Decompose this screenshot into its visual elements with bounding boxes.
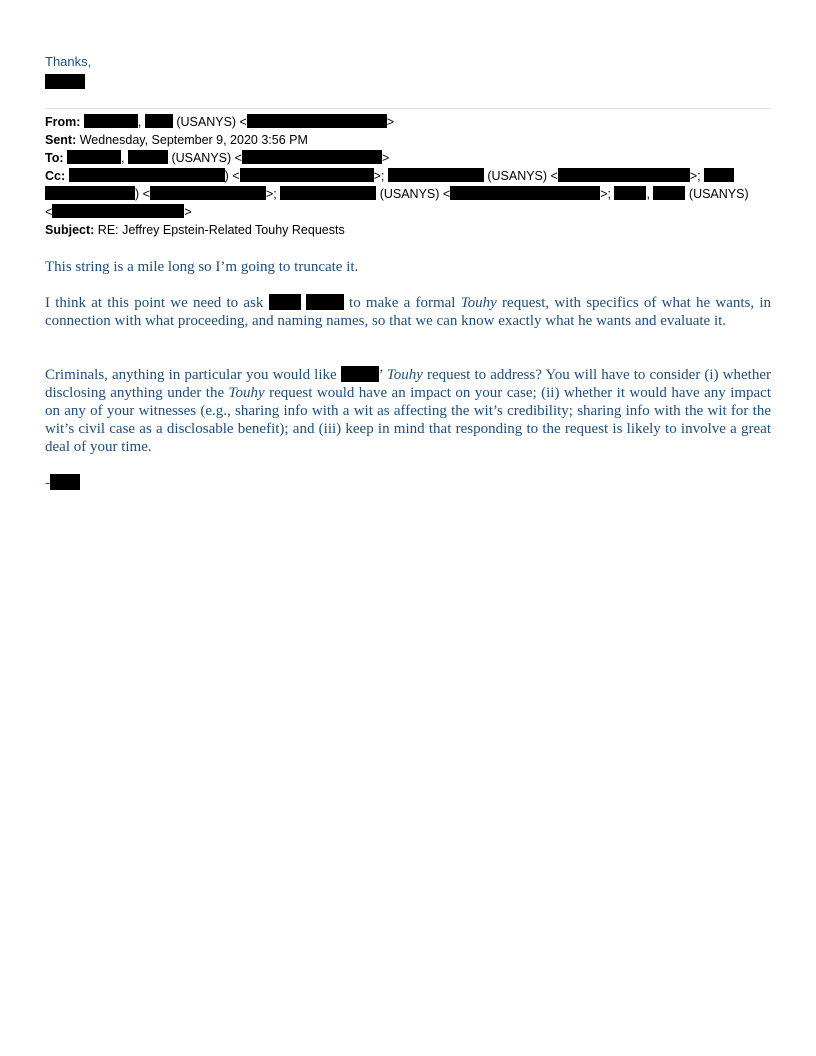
cc-label: Cc:: [45, 169, 66, 183]
cc-usanys: (USANYS) <: [487, 169, 558, 183]
from-suffix: (USANYS) <: [176, 115, 247, 129]
cc-separator: ) <: [224, 169, 240, 183]
touhy-italic: Touhy: [460, 295, 497, 311]
header-divider: [45, 108, 771, 109]
redacted-name: [341, 366, 379, 382]
paragraph-text: request, with specifics of what he wants, in connection with what proceeding, and naming names, so that we can know exactly what he wants and evaluate it.: [45, 295, 772, 329]
from-label: From:: [45, 115, 81, 129]
redacted-name: [67, 150, 121, 164]
redacted-name: [653, 186, 685, 200]
redacted-name: [269, 294, 301, 310]
paragraph-text: I think at this point we need to ask: [45, 295, 264, 311]
cc-separator: >;: [265, 187, 277, 201]
subject-value: RE: Jeffrey Epstein-Related Touhy Requests: [97, 223, 345, 237]
cc-separator: >;: [600, 187, 611, 201]
redacted-name: [128, 150, 168, 164]
subject-line: [45, 221, 345, 239]
cc-line-2: ) < >; (USANYS) < >; , (USANYS): [45, 185, 749, 203]
redacted-name: [614, 186, 646, 200]
to-label: To:: [45, 151, 64, 165]
redacted-email: [450, 186, 600, 200]
touhy-italic: Touhy: [228, 385, 265, 401]
cc-separator: >;: [373, 169, 385, 183]
redacted-email: [52, 204, 184, 218]
redacted-signature: [45, 74, 85, 89]
redacted-name: [704, 168, 734, 182]
from-line: From: , (USANYS) < >: [45, 115, 395, 129]
redacted-name: [280, 186, 376, 200]
paragraph-text: request to address? You will have to consider (i) whether disclosing anything under the: [45, 367, 771, 401]
to-suffix: (USANYS) <: [171, 151, 242, 165]
cc-line-3: < >: [45, 205, 192, 219]
cc-separator: >;: [689, 169, 701, 183]
paragraph-text: This string is a mile long so I’m going to truncate it.: [45, 259, 359, 275]
cc-line-1: [45, 167, 734, 185]
redacted-signature: [50, 474, 80, 490]
redacted-name: [145, 114, 173, 128]
apostrophe: ’: [378, 367, 383, 383]
sign-off-dash: -: [45, 475, 50, 491]
redacted-name: [306, 294, 344, 310]
redacted-email: [240, 168, 374, 182]
redacted-email: [558, 168, 690, 182]
redacted-name: [69, 168, 225, 182]
redacted-name: [45, 186, 135, 200]
body-paragraph-3: [45, 366, 771, 456]
closing-thanks: Thanks,: [45, 54, 92, 69]
paragraph-text: request would have an impact on your case; (ii) whether it would have any impact on any of your witnesses (e.g., sharing info with a wit as affecting the wit’s credibility; sharing info with the wit for the wit’s civil case as a disclosable benefit); and (iii) keep in mind that responding to the request is likely to involve a great deal of your time.: [45, 385, 772, 455]
sent-value: Wednesday, September 9, 2020 3:56 PM: [79, 133, 308, 147]
redacted-email: [247, 114, 387, 128]
body-paragraph-1: [45, 258, 771, 276]
paragraph-text: to make a formal: [349, 295, 456, 311]
touhy-italic: Touhy: [386, 367, 423, 383]
sent-line: [45, 131, 308, 149]
paragraph-text: Criminals, anything in particular you would like: [45, 367, 337, 383]
body-paragraph-2: [45, 294, 771, 330]
cc-usanys: (USANYS) <: [379, 187, 451, 201]
sent-label: Sent:: [45, 133, 77, 147]
redacted-email: [150, 186, 266, 200]
redacted-name: [388, 168, 484, 182]
redacted-name: [84, 114, 138, 128]
subject-label: Subject:: [45, 223, 95, 237]
to-line: To: , (USANYS) < >: [45, 151, 390, 165]
redacted-email: [242, 150, 382, 164]
cc-separator: ) <: [135, 187, 150, 201]
sign-off: [45, 474, 771, 492]
